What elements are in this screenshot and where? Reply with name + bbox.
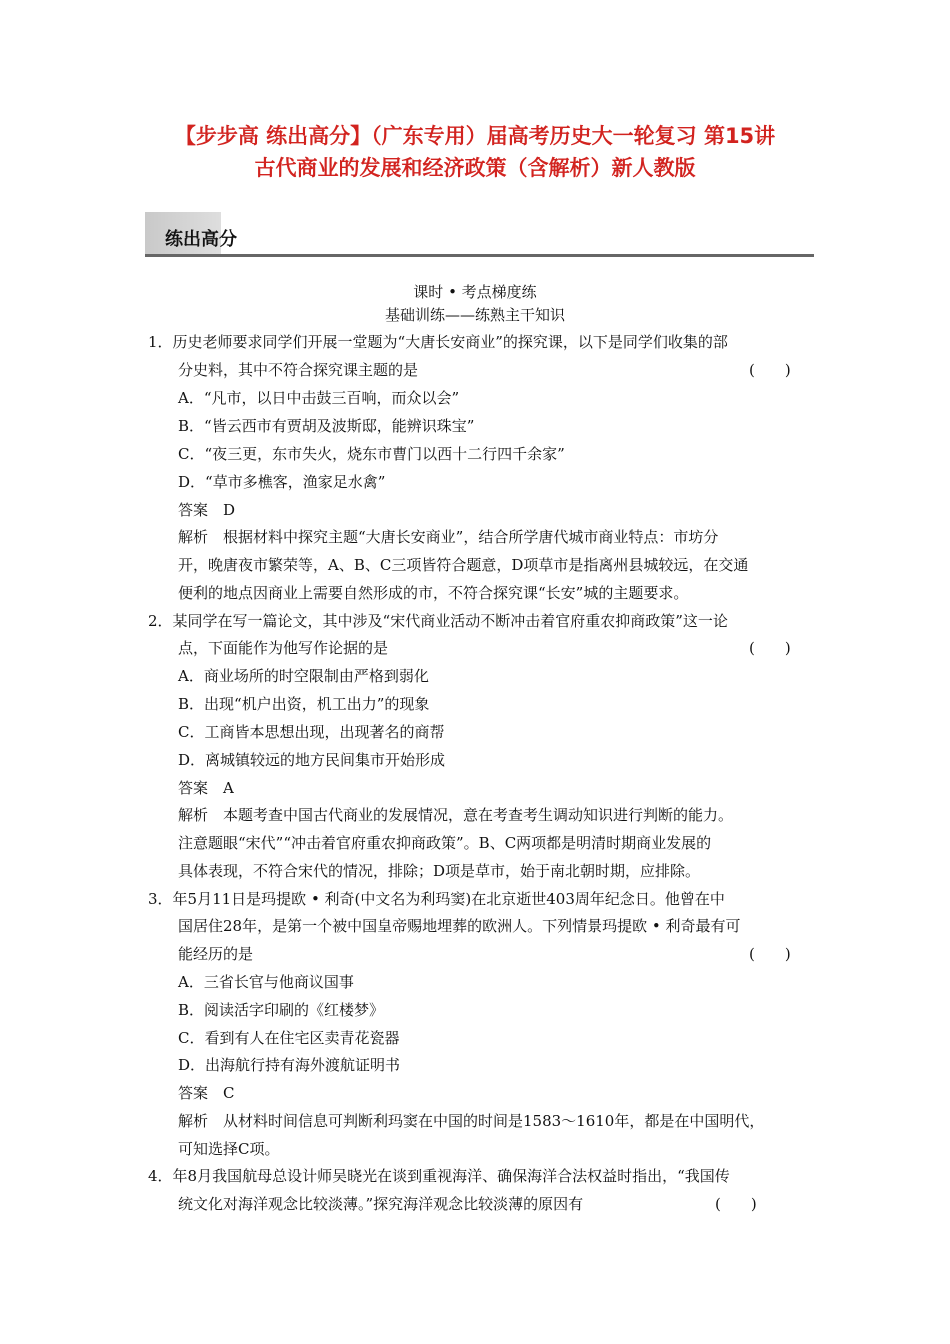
q3-explanation-line-1: 解析 从材料时间信息可判断利玛窦在中国的时间是1583～1610年，都是在中国明代，: [178, 1112, 765, 1130]
q2-option-a: A．商业场所的时空限制由严格到弱化: [178, 667, 429, 685]
q1-explanation-line-1: 解析 根据材料中探究主题“大唐长安商业”，结合所学唐代城市商业特点：市坊分: [178, 528, 719, 546]
q2-stem-line-2: 点，下面能作为他写作论据的是: [178, 639, 389, 657]
q3-option-c: C．看到有人在住宅区卖青花瓷器: [178, 1029, 400, 1047]
q2-explanation-line-1: 解析 本题考查中国古代商业的发展情况，意在考查考生调动知识进行判断的能力。: [178, 806, 734, 824]
q2-answer: 答案 A: [178, 779, 234, 797]
q1-option-d: D．“草市多樵客，渔家足水禽”: [178, 473, 386, 491]
q2-option-b: B．出现“机户出资，机工出力”的现象: [178, 695, 430, 713]
q3-stem-line-1: 3．年5月11日是玛提欧 • 利奇(中文名为利玛窦)在北京逝世403周年纪念日。他曾在中: [148, 890, 725, 908]
q2-stem-line-1: 2．某同学在写一篇论文，其中涉及“宋代商业活动不断冲击着官府重农抑商政策”这一论: [148, 612, 728, 630]
q2-option-c: C．工商皆本思想出现，出现著名的商帮: [178, 723, 445, 741]
q4-stem-line-1: 4．年8月我国航母总设计师吴晓光在谈到重视海洋、确保海洋合法权益时指出，“我国传: [148, 1167, 730, 1185]
q1-option-b: B．“皆云西市有贾胡及波斯邸，能辨识珠宝”: [178, 417, 475, 435]
q2-explanation-line-2: 注意题眼“宋代”“冲击着官府重农抑商政策”。B、C两项都是明清时期商业发展的: [178, 834, 712, 852]
q1-option-c: C．“夜三更，东市失火，烧东市曹门以西十二行四千余家”: [178, 445, 565, 463]
q3-option-a: A．三省长官与他商议国事: [178, 973, 354, 991]
q4-answer-blank: ( ): [715, 1195, 757, 1213]
q1-answer: 答案 D: [178, 501, 236, 519]
section-divider: [145, 254, 814, 257]
q3-explanation-line-2: 可知选择C项。: [178, 1140, 280, 1158]
q2-explanation-line-3: 具体表现，不符合宋代的情况，排除；D项是草市，始于南北朝时期，应排除。: [178, 862, 701, 880]
q2-option-d: D．离城镇较远的地方民间集市开始形成: [178, 751, 446, 769]
q1-stem-line-1: 1．历史老师要求同学们开展一堂题为“大唐长安商业”的探究课，以下是同学们收集的部: [148, 333, 728, 351]
q3-option-b: B．阅读活字印刷的《红楼梦》: [178, 1001, 385, 1019]
subheading-lesson: 课时 • 考点梯度练: [413, 283, 537, 301]
q4-stem-line-2: 统文化对海洋观念比较淡薄。”探究海洋观念比较淡薄的原因有: [178, 1195, 584, 1213]
q3-option-d: D．出海航行持有海外渡航证明书: [178, 1056, 401, 1074]
subheading-training: 基础训练——练熟主干知识: [384, 306, 565, 324]
q1-answer-blank: ( ): [749, 361, 791, 379]
q3-answer: 答案 C: [178, 1084, 235, 1102]
q3-stem-line-2: 国居住28年，是第一个被中国皇帝赐地埋葬的欧洲人。下列情景玛提欧 • 利奇最有可: [178, 917, 741, 935]
q1-stem-line-2: 分史料，其中不符合探究课主题的是: [178, 361, 419, 379]
q3-stem-line-3: 能经历的是: [178, 945, 254, 963]
q1-explanation-line-2: 开，晚唐夜市繁荣等，A、B、C三项皆符合题意，D项草市是指离州县城较远，在交通: [178, 556, 749, 574]
section-header-label: 练出高分: [165, 229, 237, 250]
q1-explanation-line-3: 便利的地点因商业上需要自然形成的市，不符合探究课“长安”城的主题要求。: [178, 584, 689, 602]
q2-answer-blank: ( ): [749, 639, 791, 657]
document-title-line-2: 古代商业的发展和经济政策（含解析）新人教版: [254, 156, 696, 180]
q3-answer-blank: ( ): [749, 945, 791, 963]
document-title-line-1: 【步步高 练出高分】（广东专用）届高考历史大一轮复习 第15讲: [174, 124, 776, 148]
q1-option-a: A．“凡市，以日中击鼓三百响，而众以会”: [178, 389, 460, 407]
